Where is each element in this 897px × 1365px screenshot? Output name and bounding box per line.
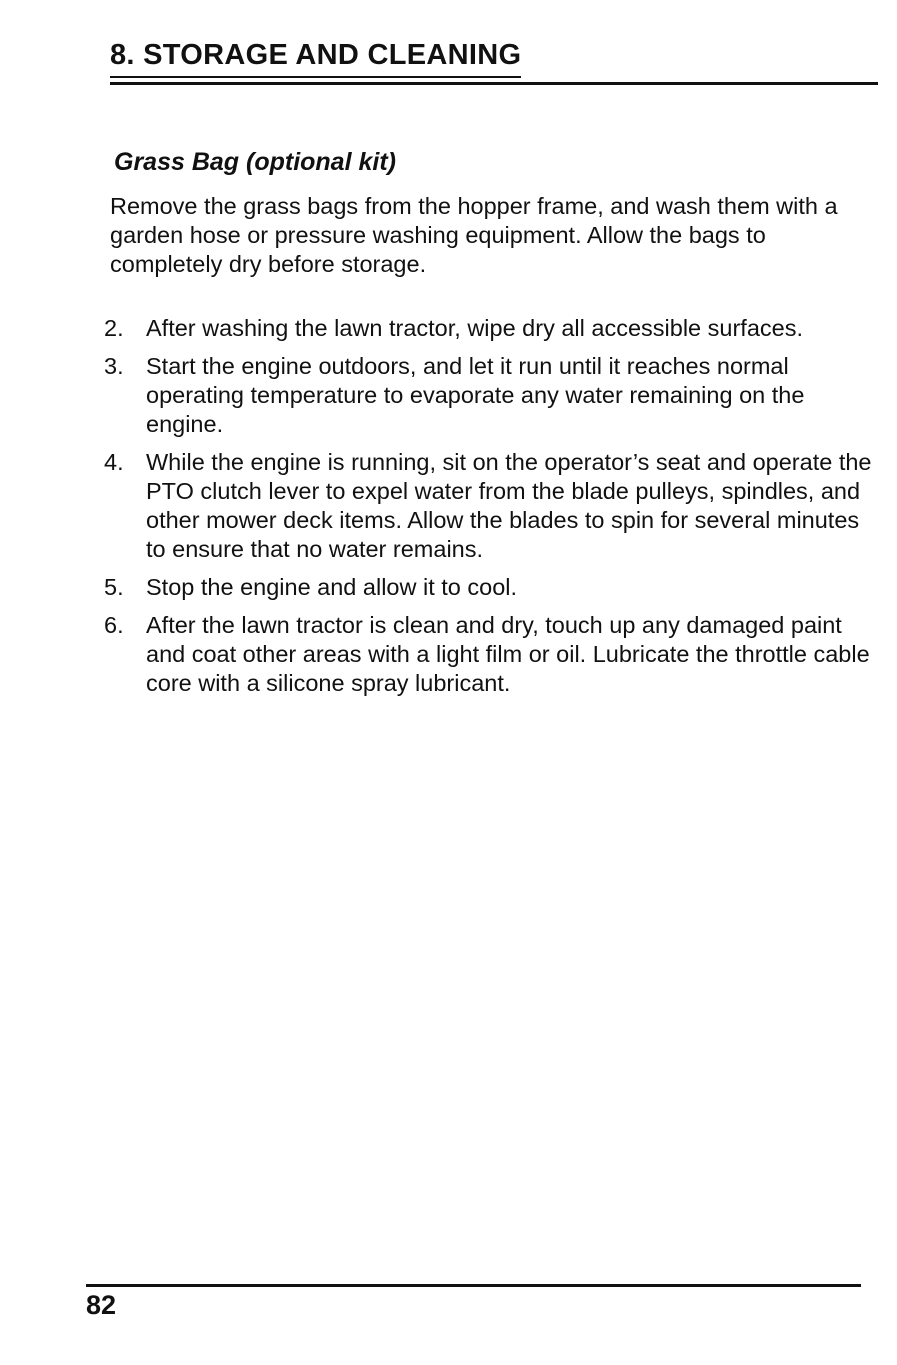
step-number: 2.: [104, 315, 124, 341]
header-rule: [110, 82, 878, 85]
section-title: 8. STORAGE AND CLEANING: [110, 36, 521, 78]
step-text: Stop the engine and allow it to cool.: [146, 574, 518, 600]
grass-bag-heading: Grass Bag (optional kit): [114, 148, 396, 176]
footer-rule: [86, 1284, 861, 1287]
page-number: 82: [86, 1290, 117, 1320]
step-text: Start the engine outdoors, and let it run until it reaches normal operating temperature to evaporate any water remaining on the engine.: [146, 353, 805, 437]
grass-bag-paragraph: Remove the grass bags from the hopper frame, and wash them with a garden hose or pressure washing equipment. Allow the bags to completely dry before storage.: [110, 193, 838, 277]
step-number: 5.: [104, 574, 124, 600]
step-item: [104, 611, 874, 698]
step-item: [104, 573, 874, 602]
steps-list: [104, 314, 874, 707]
step-item: [104, 352, 874, 439]
step-text: After the lawn tractor is clean and dry, touch up any damaged paint and coat other areas with a light film or oil. Lubricate the throttle cable core with a silicone spray lubricant.: [146, 612, 870, 696]
step-item: [104, 448, 874, 564]
step-number: 4.: [104, 449, 124, 475]
step-number: 3.: [104, 353, 124, 379]
step-text: After washing the lawn tractor, wipe dry all accessible surfaces.: [146, 315, 803, 341]
step-text: While the engine is running, sit on the operator’s seat and operate the PTO clutch lever to expel water from the blade pulleys, spindles, and other mower deck items. Allow the blades to spin for several minutes to ensure that no water remains.: [146, 449, 872, 562]
page-header: [110, 36, 878, 78]
step-number: 6.: [104, 612, 124, 638]
step-item: [104, 314, 874, 343]
